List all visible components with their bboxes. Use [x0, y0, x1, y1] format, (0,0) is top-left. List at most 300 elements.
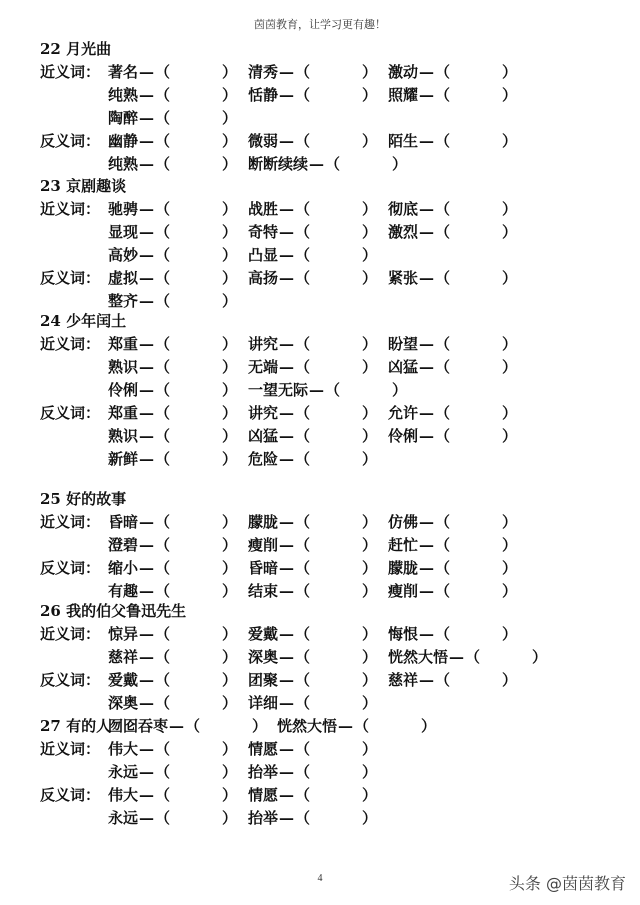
paren-close: ）: [502, 582, 518, 600]
dash: —: [279, 200, 295, 218]
paren-close: ）: [362, 513, 378, 531]
word-row: [0, 107, 640, 129]
word-item: [108, 198, 237, 219]
word-item: [388, 402, 517, 423]
paren-close: ）: [502, 625, 518, 643]
word-item: [388, 534, 517, 555]
dash: —: [419, 582, 435, 600]
paren-close: ）: [222, 269, 238, 287]
word-item: [388, 425, 517, 446]
paren-close: ）: [222, 381, 238, 399]
word-item: [388, 669, 517, 690]
paren-close: ）: [222, 109, 238, 127]
paren-close: ）: [362, 671, 378, 689]
word-row: [0, 692, 640, 714]
row-label: 近义词：: [40, 63, 101, 81]
dash: —: [279, 63, 295, 81]
word-row: [0, 198, 640, 220]
paren-open: （: [295, 86, 311, 104]
paren-close: ）: [502, 671, 518, 689]
paren-open: （: [435, 404, 451, 422]
dash: —: [279, 335, 295, 353]
paren-open: （: [435, 335, 451, 353]
word-item: [388, 333, 517, 354]
word: 陌生: [388, 132, 419, 150]
dash: —: [279, 404, 295, 422]
row-label: 反义词：: [40, 404, 101, 422]
word-row: [0, 61, 640, 83]
word: 抬举: [248, 809, 279, 827]
dash: —: [279, 450, 295, 468]
paren-open: （: [465, 648, 481, 666]
paren-close: ）: [252, 717, 268, 735]
word-row: [0, 425, 640, 447]
paren-close: ）: [362, 200, 378, 218]
paren-open: （: [155, 559, 171, 577]
word: 高扬: [248, 269, 279, 287]
paren-open: （: [155, 671, 171, 689]
dash: —: [139, 335, 155, 353]
paren-close: ）: [222, 427, 238, 445]
watermark: 头条 @茵茵教育: [508, 874, 626, 893]
paren-open: （: [435, 582, 451, 600]
word-item: [108, 646, 237, 667]
word-item: [108, 623, 237, 644]
paren-open: （: [435, 625, 451, 643]
dash: —: [279, 671, 295, 689]
paren-close: ）: [222, 740, 238, 758]
dash: —: [139, 671, 155, 689]
dash: —: [139, 582, 155, 600]
row-label: 反义词：: [40, 786, 101, 804]
section-title: 26 我的伯父鲁迅先生: [40, 602, 187, 620]
word: 盼望: [388, 335, 419, 353]
word-row: [0, 244, 640, 266]
paren-open: （: [435, 63, 451, 81]
paren-close: ）: [362, 223, 378, 241]
word-row: [0, 557, 640, 579]
word-row: [0, 738, 640, 760]
word-item: [108, 356, 237, 377]
dash: —: [139, 292, 155, 310]
row-label: 反义词：: [40, 671, 101, 689]
word: 驰骋: [108, 200, 139, 218]
dash: —: [338, 717, 354, 735]
section-title: 27 有的人: [40, 717, 112, 735]
dash: —: [419, 269, 435, 287]
paren-open: （: [155, 223, 171, 241]
word: 惊异: [108, 625, 139, 643]
row-label: 近义词：: [40, 513, 101, 531]
word-item: [108, 153, 237, 174]
word: 奇特: [248, 223, 279, 241]
word-item: [388, 130, 517, 151]
dash: —: [139, 648, 155, 666]
word-item: [388, 356, 517, 377]
word-row: [0, 580, 640, 602]
dash: —: [419, 536, 435, 554]
paren-open: （: [155, 513, 171, 531]
dash: —: [279, 763, 295, 781]
word: 伟大: [108, 740, 139, 758]
word-row: [0, 221, 640, 243]
paren-close: ）: [532, 648, 548, 666]
word: 讲究: [248, 404, 279, 422]
word-item: [108, 511, 237, 532]
dash: —: [139, 694, 155, 712]
paren-close: ）: [362, 536, 378, 554]
paren-close: ）: [362, 427, 378, 445]
paren-open: （: [185, 717, 201, 735]
paren-open: （: [295, 694, 311, 712]
dash: —: [309, 155, 325, 173]
word-item: [388, 580, 517, 601]
word-item: [388, 198, 517, 219]
paren-open: （: [435, 536, 451, 554]
word-item: [248, 379, 407, 400]
word-item: [388, 267, 517, 288]
word-item: [108, 221, 237, 242]
word-item: [108, 448, 237, 469]
paren-close: ）: [362, 625, 378, 643]
paren-open: （: [435, 559, 451, 577]
paren-close: ）: [222, 513, 238, 531]
word: 虚拟: [108, 269, 139, 287]
word-item: [108, 761, 237, 782]
paren-open: （: [155, 86, 171, 104]
paren-close: ）: [362, 740, 378, 758]
paren-open: （: [155, 155, 171, 173]
dash: —: [279, 269, 295, 287]
dash: —: [169, 717, 185, 735]
word-item: [388, 84, 517, 105]
word: 抬举: [248, 763, 279, 781]
paren-close: ）: [502, 223, 518, 241]
word-row: [0, 784, 640, 806]
paren-open: （: [295, 132, 311, 150]
paren-open: （: [435, 223, 451, 241]
paren-open: （: [155, 246, 171, 264]
dash: —: [279, 809, 295, 827]
word-row: [0, 333, 640, 355]
paren-close: ）: [392, 155, 408, 173]
word: 一望无际: [248, 381, 309, 399]
paren-close: ）: [502, 335, 518, 353]
word-item: [248, 221, 377, 242]
paren-close: ）: [222, 809, 238, 827]
paren-open: （: [155, 648, 171, 666]
dash: —: [139, 450, 155, 468]
row-label: 反义词：: [40, 269, 101, 287]
dash: —: [139, 625, 155, 643]
paren-close: ）: [362, 132, 378, 150]
paren-open: （: [155, 200, 171, 218]
paren-close: ）: [222, 648, 238, 666]
dash: —: [419, 625, 435, 643]
word: 恍然大悟: [277, 717, 338, 735]
word-item: [248, 511, 377, 532]
word-item: [248, 333, 377, 354]
word-item: [108, 267, 237, 288]
paren-open: （: [155, 786, 171, 804]
word: 新鲜: [108, 450, 139, 468]
word: 断断续续: [248, 155, 309, 173]
paren-close: ）: [362, 269, 378, 287]
paren-close: ）: [222, 763, 238, 781]
word: 彻底: [388, 200, 419, 218]
paren-open: （: [435, 200, 451, 218]
word-item: [248, 356, 377, 377]
paren-open: （: [354, 717, 370, 735]
paren-open: （: [435, 86, 451, 104]
word-row: [0, 511, 640, 533]
paren-open: （: [325, 381, 341, 399]
word: 伟大: [108, 786, 139, 804]
paren-open: （: [325, 155, 341, 173]
word: 照耀: [388, 86, 419, 104]
dash: —: [279, 582, 295, 600]
word: 恬静: [248, 86, 279, 104]
paren-close: ）: [222, 358, 238, 376]
dash: —: [139, 269, 155, 287]
dash: —: [419, 427, 435, 445]
word-row: [0, 84, 640, 106]
word-item: [388, 623, 517, 644]
paren-open: （: [155, 335, 171, 353]
paren-open: （: [295, 536, 311, 554]
dash: —: [279, 246, 295, 264]
dash: —: [279, 648, 295, 666]
paren-close: ）: [222, 246, 238, 264]
word: 结束: [248, 582, 279, 600]
word-item: [248, 557, 377, 578]
dash: —: [139, 809, 155, 827]
word-item: [108, 715, 267, 736]
dash: —: [139, 740, 155, 758]
paren-close: ）: [362, 335, 378, 353]
word-item: [108, 580, 237, 601]
word-item: [248, 738, 377, 759]
paren-open: （: [155, 740, 171, 758]
paren-close: ）: [362, 786, 378, 804]
paren-close: ）: [502, 86, 518, 104]
paren-open: （: [435, 513, 451, 531]
word-row: [0, 534, 640, 556]
paren-open: （: [155, 763, 171, 781]
word-item: [388, 646, 547, 667]
word: 显现: [108, 223, 139, 241]
paren-close: ）: [222, 582, 238, 600]
word-row: [0, 402, 640, 424]
word: 昏暗: [248, 559, 279, 577]
paren-close: ）: [502, 132, 518, 150]
word: 永远: [108, 809, 139, 827]
word: 著名: [108, 63, 139, 81]
dash: —: [139, 86, 155, 104]
word-item: [248, 761, 377, 782]
word: 深奥: [248, 648, 279, 666]
paren-open: （: [435, 671, 451, 689]
paren-close: ）: [222, 63, 238, 81]
paren-open: （: [295, 427, 311, 445]
dash: —: [419, 358, 435, 376]
dash: —: [279, 740, 295, 758]
word: 凶猛: [388, 358, 419, 376]
paren-open: （: [155, 63, 171, 81]
paren-close: ）: [222, 559, 238, 577]
word-item: [248, 623, 377, 644]
word: 无端: [248, 358, 279, 376]
paren-open: （: [295, 740, 311, 758]
dash: —: [279, 513, 295, 531]
paren-close: ）: [502, 536, 518, 554]
paren-open: （: [295, 786, 311, 804]
paren-close: ）: [502, 358, 518, 376]
dash: —: [139, 786, 155, 804]
word: 囫囵吞枣: [108, 717, 169, 735]
dash: —: [419, 200, 435, 218]
word-item: [388, 511, 517, 532]
paren-open: （: [155, 427, 171, 445]
word: 凸显: [248, 246, 279, 264]
word: 整齐: [108, 292, 139, 310]
word-item: [248, 580, 377, 601]
paren-open: （: [295, 246, 311, 264]
word-item: [108, 425, 237, 446]
paren-open: （: [435, 358, 451, 376]
dash: —: [419, 671, 435, 689]
word: 朦胧: [388, 559, 419, 577]
paren-close: ）: [362, 694, 378, 712]
word: 澄碧: [108, 536, 139, 554]
word-row: [0, 807, 640, 829]
word: 深奥: [108, 694, 139, 712]
word-row: [0, 153, 640, 175]
row-label: 反义词：: [40, 132, 101, 150]
word-item: [248, 198, 377, 219]
paren-open: （: [155, 404, 171, 422]
word-item: [108, 84, 237, 105]
dash: —: [139, 427, 155, 445]
paren-open: （: [155, 381, 171, 399]
word: 有趣: [108, 582, 139, 600]
paren-open: （: [295, 63, 311, 81]
paren-open: （: [295, 358, 311, 376]
paren-close: ）: [222, 536, 238, 554]
word-item: [248, 784, 377, 805]
dash: —: [419, 86, 435, 104]
word-item: [248, 244, 377, 265]
word: 伶俐: [108, 381, 139, 399]
section-title: 24 少年闰土: [40, 312, 127, 330]
paren-close: ）: [362, 246, 378, 264]
word: 纯熟: [108, 86, 139, 104]
paren-open: （: [295, 559, 311, 577]
word-item: [248, 646, 377, 667]
paren-open: （: [295, 625, 311, 643]
paren-close: ）: [222, 335, 238, 353]
word-item: [108, 244, 237, 265]
word-item: [248, 153, 407, 174]
word: 讲究: [248, 335, 279, 353]
word-item: [108, 738, 237, 759]
paren-close: ）: [362, 404, 378, 422]
dash: —: [279, 86, 295, 104]
dash: —: [449, 648, 465, 666]
word-item: [248, 807, 377, 828]
paren-close: ）: [222, 450, 238, 468]
word-row: [0, 646, 640, 668]
paren-close: ）: [222, 292, 238, 310]
word: 微弱: [248, 132, 279, 150]
word: 慈祥: [108, 648, 139, 666]
word: 恍然大悟: [388, 648, 449, 666]
word: 悔恨: [388, 625, 419, 643]
paren-open: （: [295, 223, 311, 241]
paren-close: ）: [362, 763, 378, 781]
dash: —: [279, 358, 295, 376]
paren-close: ）: [502, 427, 518, 445]
dash: —: [139, 381, 155, 399]
paren-open: （: [295, 335, 311, 353]
paren-close: ）: [362, 809, 378, 827]
word: 凶猛: [248, 427, 279, 445]
paren-close: ）: [222, 671, 238, 689]
dash: —: [139, 132, 155, 150]
word-item: [277, 715, 436, 736]
paren-close: ）: [502, 63, 518, 81]
paren-close: ）: [222, 625, 238, 643]
word-row: [0, 130, 640, 152]
paren-close: ）: [502, 404, 518, 422]
paren-open: （: [155, 582, 171, 600]
dash: —: [419, 404, 435, 422]
row-label: 近义词：: [40, 625, 101, 643]
paren-close: ）: [222, 132, 238, 150]
word-item: [108, 557, 237, 578]
paren-close: ）: [362, 559, 378, 577]
word-item: [248, 130, 377, 151]
dash: —: [279, 536, 295, 554]
word-item: [108, 807, 237, 828]
word: 团聚: [248, 671, 279, 689]
paren-open: （: [155, 536, 171, 554]
word: 陶醉: [108, 109, 139, 127]
dash: —: [139, 155, 155, 173]
paren-open: （: [155, 132, 171, 150]
dash: —: [279, 559, 295, 577]
paren-close: ）: [222, 86, 238, 104]
paren-open: （: [155, 809, 171, 827]
dash: —: [139, 404, 155, 422]
word-item: [248, 448, 377, 469]
page-number: 4: [317, 873, 323, 884]
word: 郑重: [108, 404, 139, 422]
dash: —: [419, 335, 435, 353]
word: 紧张: [388, 269, 419, 287]
row-label: 反义词：: [40, 559, 101, 577]
word-item: [248, 692, 377, 713]
word: 情愿: [248, 740, 279, 758]
paren-close: ）: [222, 200, 238, 218]
dash: —: [419, 559, 435, 577]
paren-open: （: [155, 450, 171, 468]
word-row: [0, 669, 640, 691]
paren-close: ）: [222, 694, 238, 712]
word: 清秀: [248, 63, 279, 81]
paren-open: （: [435, 269, 451, 287]
word-item: [108, 669, 237, 690]
